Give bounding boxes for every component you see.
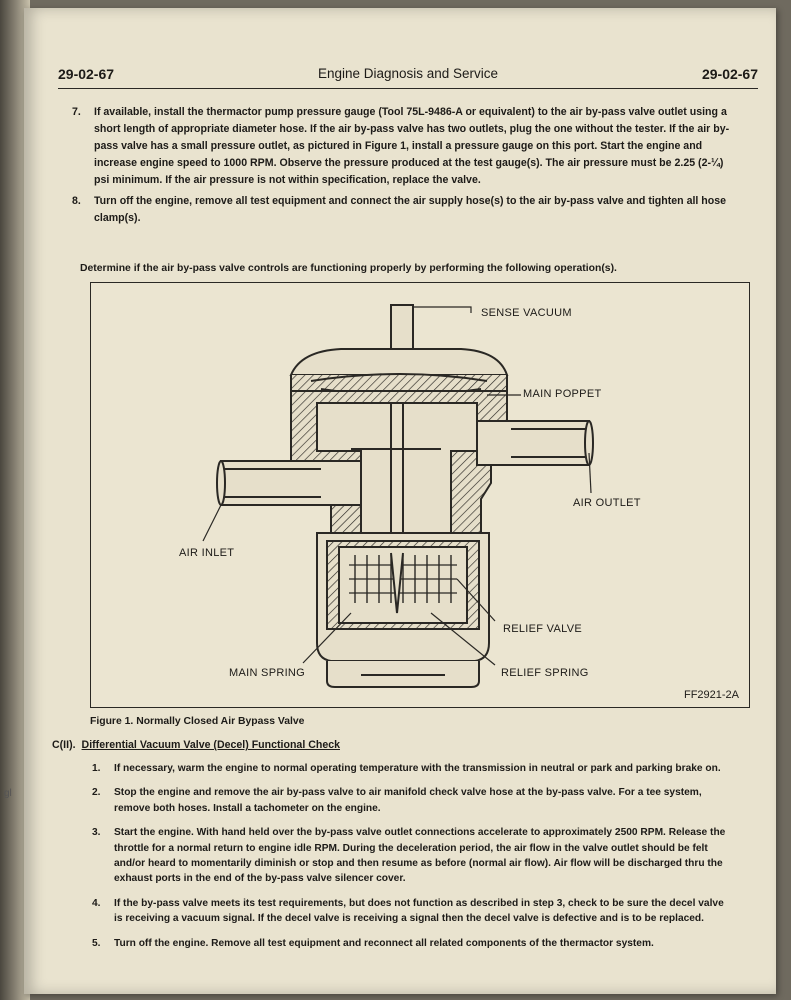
step-number: 5. (92, 937, 101, 949)
step-text: Turn off the engine. Remove all test equipment and reconnect all related components of the thermactor system. (114, 937, 654, 949)
step-text: If available, install the thermactor pump pressure gauge (Tool 75L-9486-A or equivalent) to the air by-pass valve outlet using a short length of appropriate diameter hose. If the air by-pass valve has two outlets, plug the one without the tester. If the air by-pass valve has a small pressure outlet, as pictured in Figure 1, install a pressure gauge on this port. Start the engine and increase engine speed to 1000 RPM. Observe the pressure produced at the test gauge(s). The air pressure must be 2.25 (2-¼) psi minimum. If the air pressure is not within specification, replace the valve. (94, 106, 730, 186)
step-number: 3. (92, 827, 101, 839)
step-text: If the by-pass valve meets its test requirements, but does not function as described in step 3, check to be sure the decel valve is receiving a vacuum signal. If the decel valve is receiving a signal then the decel valve is defective and is to be replaced. (114, 897, 724, 925)
step-2 (92, 785, 732, 816)
figure-air-bypass-valve (90, 282, 750, 708)
section-heading (52, 739, 340, 751)
steps-bottom (92, 761, 732, 960)
step-number: 7. (72, 106, 81, 118)
step-text: Turn off the engine, remove all test equipment and connect the air supply hose(s) to the air by-pass valve and tighten all hose clamp(s). (94, 195, 727, 224)
step-3 (92, 825, 732, 887)
steps-top (72, 104, 732, 231)
step-number: 8. (72, 195, 81, 207)
page-number-left: 29-02-67 (58, 66, 115, 82)
label-main-poppet: MAIN POPPET (523, 388, 602, 400)
page-title: Engine Diagnosis and Service (317, 66, 499, 81)
step-number: 1. (92, 763, 101, 774)
step-7 (72, 104, 732, 189)
step-text: If necessary, warm the engine to normal operating temperature with the transmission in neutral or park and parking brake on. (114, 763, 721, 774)
step-1 (92, 761, 732, 776)
valve-diagram (91, 283, 749, 707)
margin-mark: gl (4, 788, 12, 799)
label-sense-vacuum: SENSE VACUUM (481, 307, 572, 319)
page-number-right: 29-02-67 (701, 66, 758, 82)
intro-text: Determine if the air by-pass valve controls are functioning properly by performing the following operation(s). (80, 263, 617, 274)
step-5 (92, 936, 732, 951)
step-4 (92, 896, 732, 927)
step-number: 4. (92, 897, 101, 909)
page-header (58, 66, 758, 89)
section-title: Differential Vacuum Valve (Decel) Functional Check (81, 739, 340, 751)
label-main-spring: MAIN SPRING (229, 667, 306, 679)
step-8 (72, 193, 732, 227)
label-air-outlet: AIR OUTLET (573, 497, 641, 509)
figure-id: FF2921-2A (683, 689, 739, 701)
step-text: Start the engine. With hand held over the by-pass valve outlet connections accelerate to approximately 2500 RPM. Release the throttle for a normal return to engine idle RPM. During the deceleration period, the air flow in the valve outlet should be felt and/or heard to momentarily diminish or stop and then resume as before (normal air flow). Air flow will be discharged thru the exhaust ports in the end of the by-pass valve silencer cover. (114, 827, 726, 885)
step-text: Stop the engine and remove the air by-pass valve to air manifold check valve hose at the by-pass valve. For a tee system, remove both hoses. Install a tachometer on the engine. (114, 787, 702, 814)
manual-page (24, 8, 776, 994)
section-code: C(II). (52, 739, 76, 751)
figure-caption: Figure 1. Normally Closed Air Bypass Valve (90, 716, 305, 727)
label-relief-spring: RELIEF SPRING (501, 667, 589, 679)
label-relief-valve: RELIEF VALVE (503, 623, 582, 635)
step-number: 2. (92, 787, 101, 799)
label-air-inlet: AIR INLET (179, 547, 235, 559)
